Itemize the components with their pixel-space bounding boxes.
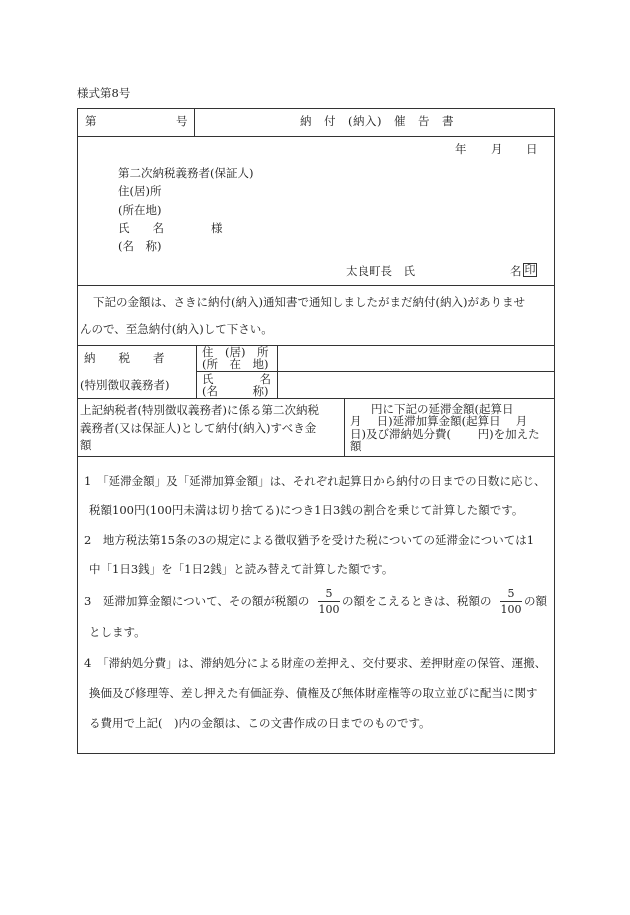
date-day: 日 bbox=[526, 142, 538, 156]
note3-line1b: の額をこえるときは、税額の bbox=[342, 594, 492, 608]
note1-line2: 税額100円(100円未満は切り捨てる)につき1日3銭の割合を乗じて計算した額です。 bbox=[89, 503, 524, 517]
divider-taxpayer-vertical2 bbox=[277, 345, 278, 398]
amount-left-line1: 上記納税者(特別徴収義務者)に係る第二次納税 bbox=[80, 403, 319, 417]
addressee-line1: 第二次納税義務者(保証人) bbox=[118, 166, 254, 180]
note4-line3: る費用で上記( )内の金額は、この文書作成の日までのものです。 bbox=[89, 716, 431, 730]
date-month: 月 bbox=[491, 142, 503, 156]
divider-header bbox=[77, 136, 555, 137]
form-number: 様式第8号 bbox=[77, 86, 131, 100]
fraction-five-hundredths-1 bbox=[318, 588, 340, 615]
notice-line1: 下記の金額は、さきに納付(納入)通知書で通知しましたがまだ納付(納入)がありませ bbox=[93, 295, 525, 309]
fraction-bar bbox=[318, 601, 340, 602]
amount-right-line4: 額 bbox=[350, 439, 362, 453]
note4-line2: 換価及び修理等、差し押えた有価証券、債権及び無体財産権等の取立並びに配当に関す bbox=[89, 686, 538, 700]
number-label-right: 号 bbox=[176, 114, 188, 128]
divider-notice bbox=[77, 345, 555, 346]
divider-taxpayer bbox=[77, 398, 555, 399]
note3-line1c: の額 bbox=[524, 594, 547, 608]
fraction-numerator: 5 bbox=[507, 587, 515, 600]
taxpayer-address-label2: (所 在 地) bbox=[202, 357, 269, 371]
taxpayer-address-label: 住 (居) 所 bbox=[202, 345, 269, 359]
page-title: 納 付 (納入) 催 告 書 bbox=[300, 114, 454, 128]
amount-left-line2: 義務者(又は保証人)として納付(納入)すべき金 bbox=[80, 421, 317, 435]
taxpayer-label-special: (特別徴収義務者) bbox=[80, 378, 170, 392]
fraction-denominator: 100 bbox=[500, 603, 522, 616]
taxpayer-name-label2: (名 称) bbox=[202, 384, 269, 398]
fraction-numerator: 5 bbox=[325, 587, 333, 600]
addressee-name-label: 氏 名 bbox=[118, 221, 164, 235]
notice-line2: んので、至急納付(納入)して下さい。 bbox=[80, 322, 273, 336]
note1-line1: 1 「延滞金額」及「延滞加算金額」は、それぞれ起算日から納付の日までの日数に応じ、 bbox=[84, 474, 546, 488]
amount-right-line3: 日)及び滞納処分費( 円)を加えた bbox=[350, 427, 540, 441]
addressee-line3: (所在地) bbox=[118, 203, 162, 217]
addressee-line2: 住(居)所 bbox=[118, 184, 162, 198]
number-label-left: 第 bbox=[85, 114, 97, 128]
note3-line2: とします。 bbox=[89, 625, 146, 639]
issuer-suffix: 名 bbox=[510, 264, 522, 278]
divider-header-vertical bbox=[194, 108, 195, 136]
divider-amount bbox=[77, 456, 555, 457]
divider-addressee bbox=[77, 285, 555, 286]
addressee-honorific: 様 bbox=[211, 221, 223, 235]
amount-left-line3: 額 bbox=[80, 438, 92, 452]
note3-line1a: 3 延滞加算金額について、その額が税額の bbox=[84, 594, 310, 608]
note4-line1: 4 「滞納処分費」は、滞納処分による財産の差押え、交付要求、差押財産の保管、運搬、 bbox=[84, 656, 547, 670]
divider-amount-vertical bbox=[344, 398, 345, 456]
note2-line2: 中「1日3銭」を「1日2銭」と読み替えて計算した額です。 bbox=[89, 562, 394, 576]
taxpayer-label: 納 税 者 bbox=[84, 351, 165, 365]
fraction-bar bbox=[500, 601, 522, 602]
amount-right-line1: 円に下記の延滞金額(起算日 bbox=[371, 402, 514, 416]
divider-taxpayer-vertical1 bbox=[196, 345, 197, 398]
amount-right-line2: 月 日)延滞加算金額(起算日 月 bbox=[350, 414, 528, 428]
fraction-denominator: 100 bbox=[318, 603, 340, 616]
addressee-line5: (名 称) bbox=[118, 239, 162, 253]
seal-mark: 印 bbox=[524, 263, 536, 276]
note2-line1: 2 地方税法第15条の3の規定による徴収猶予を受けた税についての延滞金については1 bbox=[84, 533, 535, 547]
issuer-label: 太良町長 氏 bbox=[346, 264, 415, 278]
date-year: 年 bbox=[455, 142, 467, 156]
taxpayer-name-label: 氏 名 bbox=[202, 372, 271, 386]
fraction-five-hundredths-2 bbox=[500, 588, 522, 615]
